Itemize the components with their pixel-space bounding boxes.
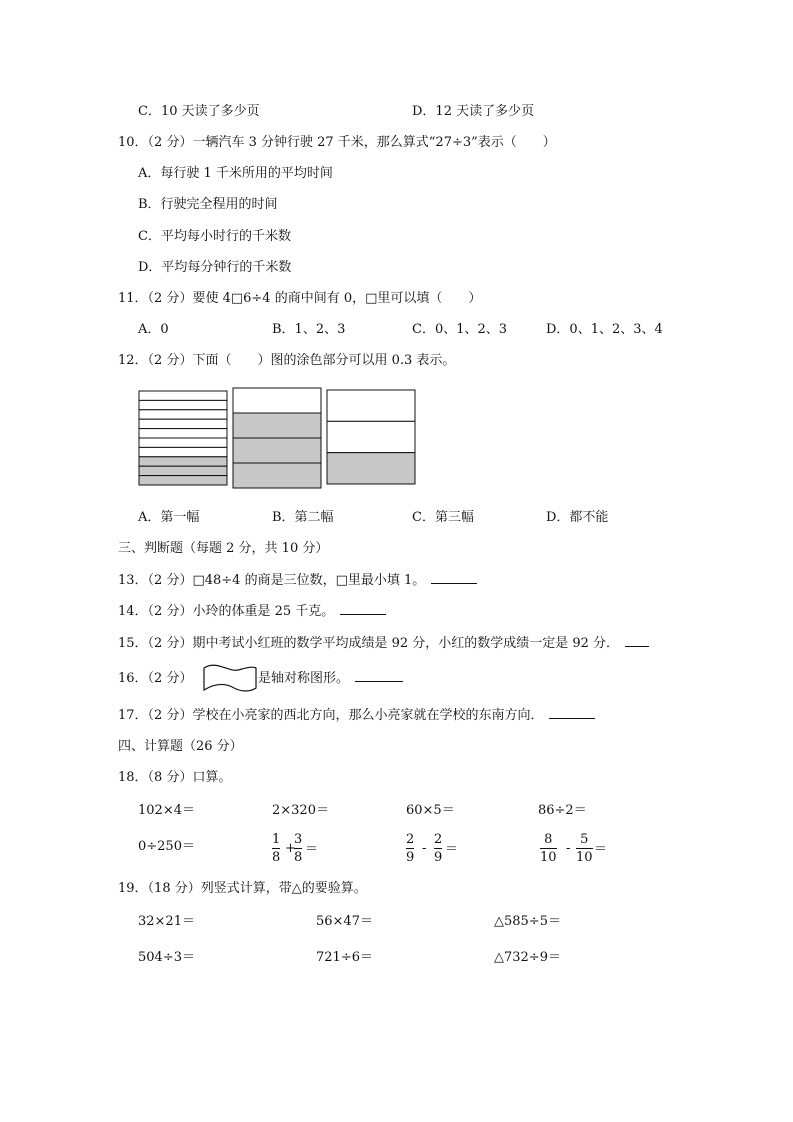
q19-item-4: 504÷3＝ [138,950,195,965]
q9-option-d: D．12 天读了多少页 [412,104,535,119]
q10-option-a: A．每行驶 1 千米所用的平均时间 [138,166,333,181]
q18-fraction-2a [406,832,414,865]
q11-option-d: D．0、1、2、3、4 [546,322,663,337]
shaded-strip [233,438,321,463]
shaded-strip [139,457,227,466]
blank-strip [327,390,415,421]
q16 [258,671,403,687]
numerator: 2 [406,832,415,847]
shaded-strip [327,453,415,484]
plus-operator: + [285,841,296,856]
q14-text: 14．（2 分）小玲的体重是 25 千克。 [118,604,335,619]
q19-item-2: 56×47＝ [316,914,373,929]
q17-answer-blank[interactable] [549,717,595,719]
q19-item-3: △585÷5＝ [494,914,561,929]
q12-option-b: B．第二幅 [272,510,334,525]
q11-option-b: B．1、2、3 [272,322,346,337]
q13 [118,573,477,589]
q10-option-c: C．平均每小时行的千米数 [138,229,291,244]
numerator: 3 [294,832,303,847]
section-4-heading: 四、计算题（26 分） [118,739,243,754]
q11-option-c: C．0、1、2、3 [412,322,508,337]
q15-text: 15．（2 分）期中考试小红班的数学平均成绩是 92 分，小红的数学成绩一定是 92 分． [118,636,620,651]
numerator: 5 [580,832,589,847]
blank-strip [139,410,227,419]
q19-item-1: 32×21＝ [138,914,195,929]
q16-prefix: 16．（2 分） [118,671,193,686]
shaded-strip [233,413,321,438]
q18-item-2: 2×320＝ [272,803,329,818]
q15 [118,636,649,652]
q11-stem: 11．（2 分）要使 4□6÷4 的商中间有 0，□里可以填（ ） [118,291,482,306]
numerator: 2 [434,832,443,847]
blank-strip [139,447,227,456]
q14-answer-blank[interactable] [340,613,386,615]
shaded-strip [139,466,227,475]
q16-answer-blank[interactable] [355,680,403,682]
denominator: 8 [272,850,281,865]
q16-text: 是轴对称图形。 [258,671,350,686]
q16-wave-shape-figure [202,662,258,694]
q13-text: 13．（2 分）□48÷4 的商是三位数，□里最小填 1。 [118,573,426,588]
q19-item-5: 721÷6＝ [316,950,373,965]
equals-sign: ＝ [445,842,459,857]
q19-item-6: △732÷9＝ [494,950,561,965]
q18-item-3: 60×5＝ [406,803,455,818]
figure-1-ten-strips [138,390,230,488]
figure-3-three-strips [326,389,418,487]
figure-2-four-strips [232,387,324,491]
minus-operator: - [566,841,571,856]
q10-option-d: D．平均每分钟行的千米数 [138,260,292,275]
denominator: 8 [294,850,303,865]
numerator: 8 [544,832,553,847]
blank-strip [327,421,415,452]
section-3-heading: 三、判断题（每题 2 分，共 10 分） [118,541,329,556]
q10-stem: 10．（2 分）一辆汽车 3 分钟行驶 27 千米，那么算式“27÷3”表示（ ） [118,135,556,150]
q18-item-1: 102×4＝ [138,803,195,818]
shaded-strip [233,463,321,488]
equals-sign: ＝ [594,842,608,857]
q18-fraction-3b [576,832,593,865]
q18-item-5: 0÷250＝ [138,839,195,854]
q12-option-c: C．第三幅 [412,510,474,525]
blank-strip [139,429,227,438]
q17-text: 17．（2 分）学校在小亮家的西北方向，那么小亮家就在学校的东南方向． [118,708,544,723]
q19-stem: 19．（18 分）列竖式计算，带△的要验算。 [118,881,367,896]
q18-item-4: 86÷2＝ [538,803,587,818]
q13-answer-blank[interactable] [431,582,477,584]
q12-option-a: A．第一幅 [138,510,200,525]
blank-strip [139,419,227,428]
q11-option-a: A．0 [138,322,169,337]
denominator: 9 [406,850,415,865]
shaded-strip [139,476,227,485]
q14 [118,604,386,620]
blank-strip [139,400,227,409]
q12-stem: 12．（2 分）下面（ ）图的涂色部分可以用 0.3 表示。 [118,353,456,368]
minus-operator: - [422,841,427,856]
q18-stem: 18．（8 分）口算。 [118,770,232,785]
blank-strip [233,388,321,413]
denominator: 9 [434,850,443,865]
q18-fraction-2b [434,832,442,865]
denominator: 10 [576,850,593,865]
q15-answer-blank[interactable] [625,645,649,647]
q17 [118,708,595,724]
numerator: 1 [272,832,281,847]
q18-fraction-1b [294,832,302,865]
denominator: 10 [540,850,557,865]
q18-fraction-1a [272,832,280,865]
q12-option-d: D．都不能 [546,510,609,525]
q18-fraction-3a [540,832,557,865]
q10-option-b: B．行驶完全程用的时间 [138,197,278,212]
blank-strip [139,438,227,447]
q9-option-c: C．10 天读了多少页 [138,104,260,119]
equals-sign: ＝ [305,842,319,857]
blank-strip [139,391,227,400]
